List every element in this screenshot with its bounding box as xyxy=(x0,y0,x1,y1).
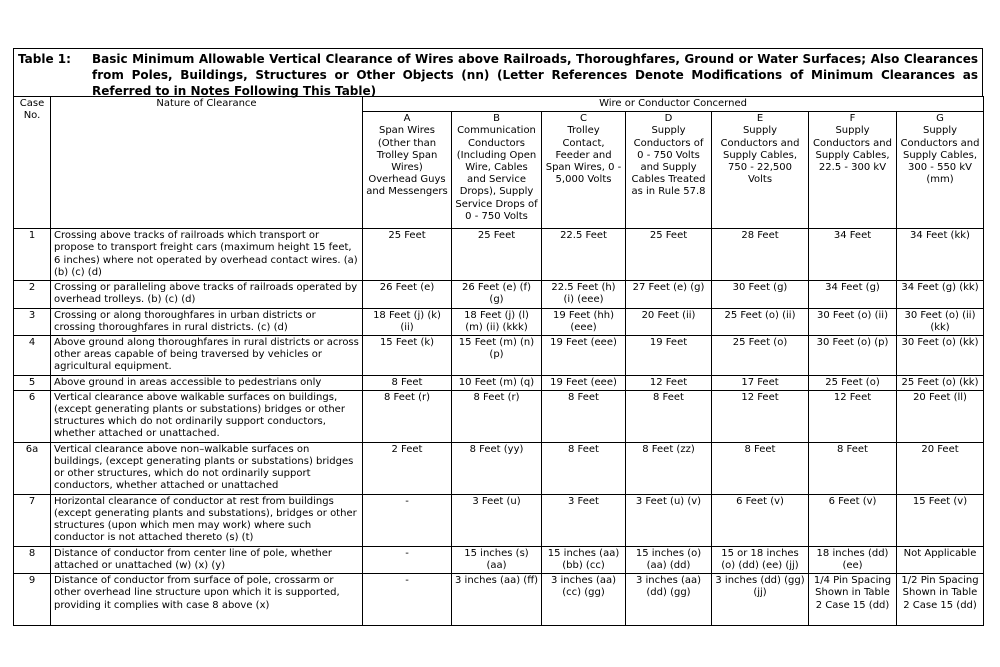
column-description: Supply Conductors and Supply Cables, 22.5 - 300 kV xyxy=(813,125,892,174)
header-column-a xyxy=(363,112,452,229)
clearance-value-cell: 30 Feet (g) xyxy=(712,281,809,308)
clearance-value-cell: 30 Feet (o) (p) xyxy=(809,336,897,376)
clearance-value-cell: 34 Feet (kk) xyxy=(897,229,984,281)
clearance-value-cell: 15 Feet (v) xyxy=(897,494,984,546)
clearance-value-cell: 20 Feet (ii) xyxy=(626,308,712,335)
clearance-value-cell: 25 Feet (o) (ii) xyxy=(712,308,809,335)
column-letter: D xyxy=(664,113,673,125)
table-row xyxy=(14,442,984,494)
column-description: Trolley Contact, Feeder and Span Wires, 0 - 5,000 Volts xyxy=(545,125,622,186)
header-column-b xyxy=(452,112,542,229)
nature-cell: Distance of conductor from surface of pole, crossarm or other overhead line structure upon which it is supported, providing it complies with case 8 above (x) xyxy=(51,574,363,626)
column-letter: A xyxy=(403,113,411,125)
nature-cell: Crossing above tracks of railroads which transport or propose to transport freight cars (maximum height 15 feet, 6 inches) where not operated by overhead contact wires. (a) (b) (c) (d) xyxy=(51,229,363,281)
clearance-value-cell: 3 inches (dd) (gg) (jj) xyxy=(712,574,809,626)
clearance-value-cell: 8 Feet (r) xyxy=(452,390,542,442)
clearance-value-cell: 18 Feet (j) (l) (m) (ii) (kkk) xyxy=(452,308,542,335)
nature-cell: Crossing or paralleling above tracks of railroads operated by overhead trolleys. (b) (c) (d) xyxy=(51,281,363,308)
case-number-cell: 7 xyxy=(14,494,51,546)
column-description: Communication Conductors (Including Open Wire, Cables and Service Drops), Supply Service Drops of 0 - 750 Volts xyxy=(455,125,538,222)
nature-cell: Horizontal clearance of conductor at rest from buildings (except generating plants and substations), bridges or other structures (upon which men may work) where such conductor is not attached thereto (s) (t) xyxy=(51,494,363,546)
clearance-value-cell: 8 Feet xyxy=(542,390,626,442)
table-title xyxy=(13,48,983,96)
case-number-cell: 3 xyxy=(14,308,51,335)
table-row xyxy=(14,375,984,390)
clearance-table-document xyxy=(13,48,983,626)
case-number-cell: 6 xyxy=(14,390,51,442)
table-body xyxy=(14,97,984,626)
clearance-value-cell: 1/4 Pin Spacing Shown in Table 2 Case 15 (dd) xyxy=(809,574,897,626)
clearance-value-cell: 15 inches (s) (aa) xyxy=(452,546,542,573)
clearance-value-cell: 26 Feet (e) xyxy=(363,281,452,308)
clearance-value-cell: 25 Feet (o) (kk) xyxy=(897,375,984,390)
clearance-value-cell: 18 Feet (j) (k) (ii) xyxy=(363,308,452,335)
clearance-value-cell: 34 Feet (g) xyxy=(809,281,897,308)
clearance-value-cell: 20 Feet xyxy=(897,442,984,494)
clearance-value-cell: 3 Feet (u) xyxy=(452,494,542,546)
case-number-cell: 6a xyxy=(14,442,51,494)
table-row xyxy=(14,308,984,335)
clearance-value-cell: 22.5 Feet xyxy=(542,229,626,281)
clearance-value-cell: 2 Feet xyxy=(363,442,452,494)
case-number-cell: 9 xyxy=(14,574,51,626)
clearance-value-cell: 3 inches (aa) (ff) xyxy=(452,574,542,626)
clearance-value-cell: 19 Feet (eee) xyxy=(542,375,626,390)
header-nature: Nature of Clearance xyxy=(51,97,363,229)
clearance-value-cell: 22.5 Feet (h) (i) (eee) xyxy=(542,281,626,308)
column-description: Span Wires (Other than Trolley Span Wires) Overhead Guys and Messengers xyxy=(366,125,448,198)
clearance-value-cell: 30 Feet (o) (ii) (kk) xyxy=(897,308,984,335)
clearance-value-cell: - xyxy=(363,574,452,626)
clearance-value-cell: 15 or 18 inches (o) (dd) (ee) (jj) xyxy=(712,546,809,573)
table-row xyxy=(14,336,984,376)
column-letter: C xyxy=(580,113,587,125)
clearance-value-cell: 8 Feet xyxy=(712,442,809,494)
table-row xyxy=(14,281,984,308)
clearance-value-cell: 17 Feet xyxy=(712,375,809,390)
clearance-value-cell: Not Applicable xyxy=(897,546,984,573)
table-caption: Basic Minimum Allowable Vertical Clearance of Wires above Railroads, Thoroughfares, Ground or Water Surfaces; Also Clearances from Poles, Buildings, Structures or Other Objects (nn) (Letter References Denote Modifications of Minimum Clearances as Referred to in Notes Following This Table) xyxy=(92,52,978,98)
header-column-c xyxy=(542,112,626,229)
clearance-value-cell: 28 Feet xyxy=(712,229,809,281)
clearance-value-cell: 27 Feet (e) (g) xyxy=(626,281,712,308)
clearance-value-cell: 25 Feet xyxy=(626,229,712,281)
clearance-value-cell: 6 Feet (v) xyxy=(809,494,897,546)
nature-cell: Above ground along thoroughfares in rural districts or across other areas capable of being traversed by vehicles or agricultural equipment. xyxy=(51,336,363,376)
clearance-value-cell: 25 Feet (o) xyxy=(712,336,809,376)
clearance-value-cell: 30 Feet (o) (ii) xyxy=(809,308,897,335)
header-row-group xyxy=(14,97,984,112)
clearance-value-cell: 25 Feet xyxy=(363,229,452,281)
clearance-value-cell: 12 Feet xyxy=(809,390,897,442)
table-row xyxy=(14,229,984,281)
table-row xyxy=(14,546,984,573)
column-letter: B xyxy=(493,113,500,125)
clearance-value-cell: 8 Feet xyxy=(626,390,712,442)
column-letter: F xyxy=(849,113,856,125)
clearance-value-cell: 20 Feet (ll) xyxy=(897,390,984,442)
clearance-table xyxy=(13,96,984,626)
clearance-value-cell: 25 Feet (o) xyxy=(809,375,897,390)
clearance-value-cell: 18 inches (dd) (ee) xyxy=(809,546,897,573)
clearance-value-cell: 10 Feet (m) (q) xyxy=(452,375,542,390)
clearance-value-cell: 34 Feet xyxy=(809,229,897,281)
clearance-value-cell: 8 Feet xyxy=(363,375,452,390)
column-description: Supply Conductors and Supply Cables, 750 - 22,500 Volts xyxy=(720,125,800,186)
header-column-e xyxy=(712,112,809,229)
clearance-value-cell: 15 Feet (m) (n) (p) xyxy=(452,336,542,376)
nature-cell: Distance of conductor from center line of pole, whether attached or unattached (w) (x) (y) xyxy=(51,546,363,573)
header-wire-group: Wire or Conductor Concerned xyxy=(363,97,984,112)
column-letter: E xyxy=(756,113,764,125)
header-column-g xyxy=(897,112,984,229)
column-description: Supply Conductors of 0 - 750 Volts and Supply Cables Treated as in Rule 57.8 xyxy=(631,125,706,198)
clearance-value-cell: 6 Feet (v) xyxy=(712,494,809,546)
case-number-cell: 8 xyxy=(14,546,51,573)
table-row xyxy=(14,494,984,546)
clearance-value-cell: 12 Feet xyxy=(626,375,712,390)
clearance-value-cell: 15 inches (o) (aa) (dd) xyxy=(626,546,712,573)
clearance-value-cell: 19 Feet (eee) xyxy=(542,336,626,376)
clearance-value-cell: - xyxy=(363,546,452,573)
header-column-d xyxy=(626,112,712,229)
clearance-value-cell: 15 inches (aa) (bb) (cc) xyxy=(542,546,626,573)
clearance-value-cell: 3 Feet (u) (v) xyxy=(626,494,712,546)
clearance-value-cell: 1/2 Pin Spacing Shown in Table 2 Case 15 (dd) xyxy=(897,574,984,626)
header-case-no: Case No. xyxy=(14,97,51,229)
clearance-value-cell: 30 Feet (o) (kk) xyxy=(897,336,984,376)
clearance-value-cell: 19 Feet (hh) (eee) xyxy=(542,308,626,335)
nature-cell: Crossing or along thoroughfares in urban districts or crossing thoroughfares in rural districts. (c) (d) xyxy=(51,308,363,335)
clearance-value-cell: 8 Feet xyxy=(542,442,626,494)
table-row xyxy=(14,390,984,442)
nature-cell: Vertical clearance above walkable surfaces on buildings, (except generating plants or substations) bridges or other structures which do not ordinarily support conductors, whether attached or unattached. xyxy=(51,390,363,442)
clearance-value-cell: 3 inches (aa) (dd) (gg) xyxy=(626,574,712,626)
clearance-value-cell: 26 Feet (e) (f) (g) xyxy=(452,281,542,308)
table-number: Table 1: xyxy=(18,52,71,66)
clearance-value-cell: 15 Feet (k) xyxy=(363,336,452,376)
nature-cell: Above ground in areas accessible to pedestrians only xyxy=(51,375,363,390)
table-row xyxy=(14,574,984,626)
clearance-value-cell: 3 Feet xyxy=(542,494,626,546)
clearance-value-cell: 25 Feet xyxy=(452,229,542,281)
column-description: Supply Conductors and Supply Cables, 300 - 550 kV (mm) xyxy=(900,125,980,186)
case-number-cell: 5 xyxy=(14,375,51,390)
case-number-cell: 4 xyxy=(14,336,51,376)
clearance-value-cell: - xyxy=(363,494,452,546)
nature-cell: Vertical clearance above non–walkable surfaces on buildings, (except generating plants or substations) bridges or other structures, which do not ordinarily support conductors, whether attached or unattached xyxy=(51,442,363,494)
header-column-f xyxy=(809,112,897,229)
clearance-value-cell: 19 Feet xyxy=(626,336,712,376)
clearance-value-cell: 12 Feet xyxy=(712,390,809,442)
clearance-value-cell: 8 Feet xyxy=(809,442,897,494)
clearance-value-cell: 8 Feet (r) xyxy=(363,390,452,442)
column-letter: G xyxy=(936,113,944,125)
clearance-value-cell: 3 inches (aa) (cc) (gg) xyxy=(542,574,626,626)
clearance-value-cell: 8 Feet (yy) xyxy=(452,442,542,494)
clearance-value-cell: 8 Feet (zz) xyxy=(626,442,712,494)
case-number-cell: 2 xyxy=(14,281,51,308)
case-number-cell: 1 xyxy=(14,229,51,281)
clearance-value-cell: 34 Feet (g) (kk) xyxy=(897,281,984,308)
